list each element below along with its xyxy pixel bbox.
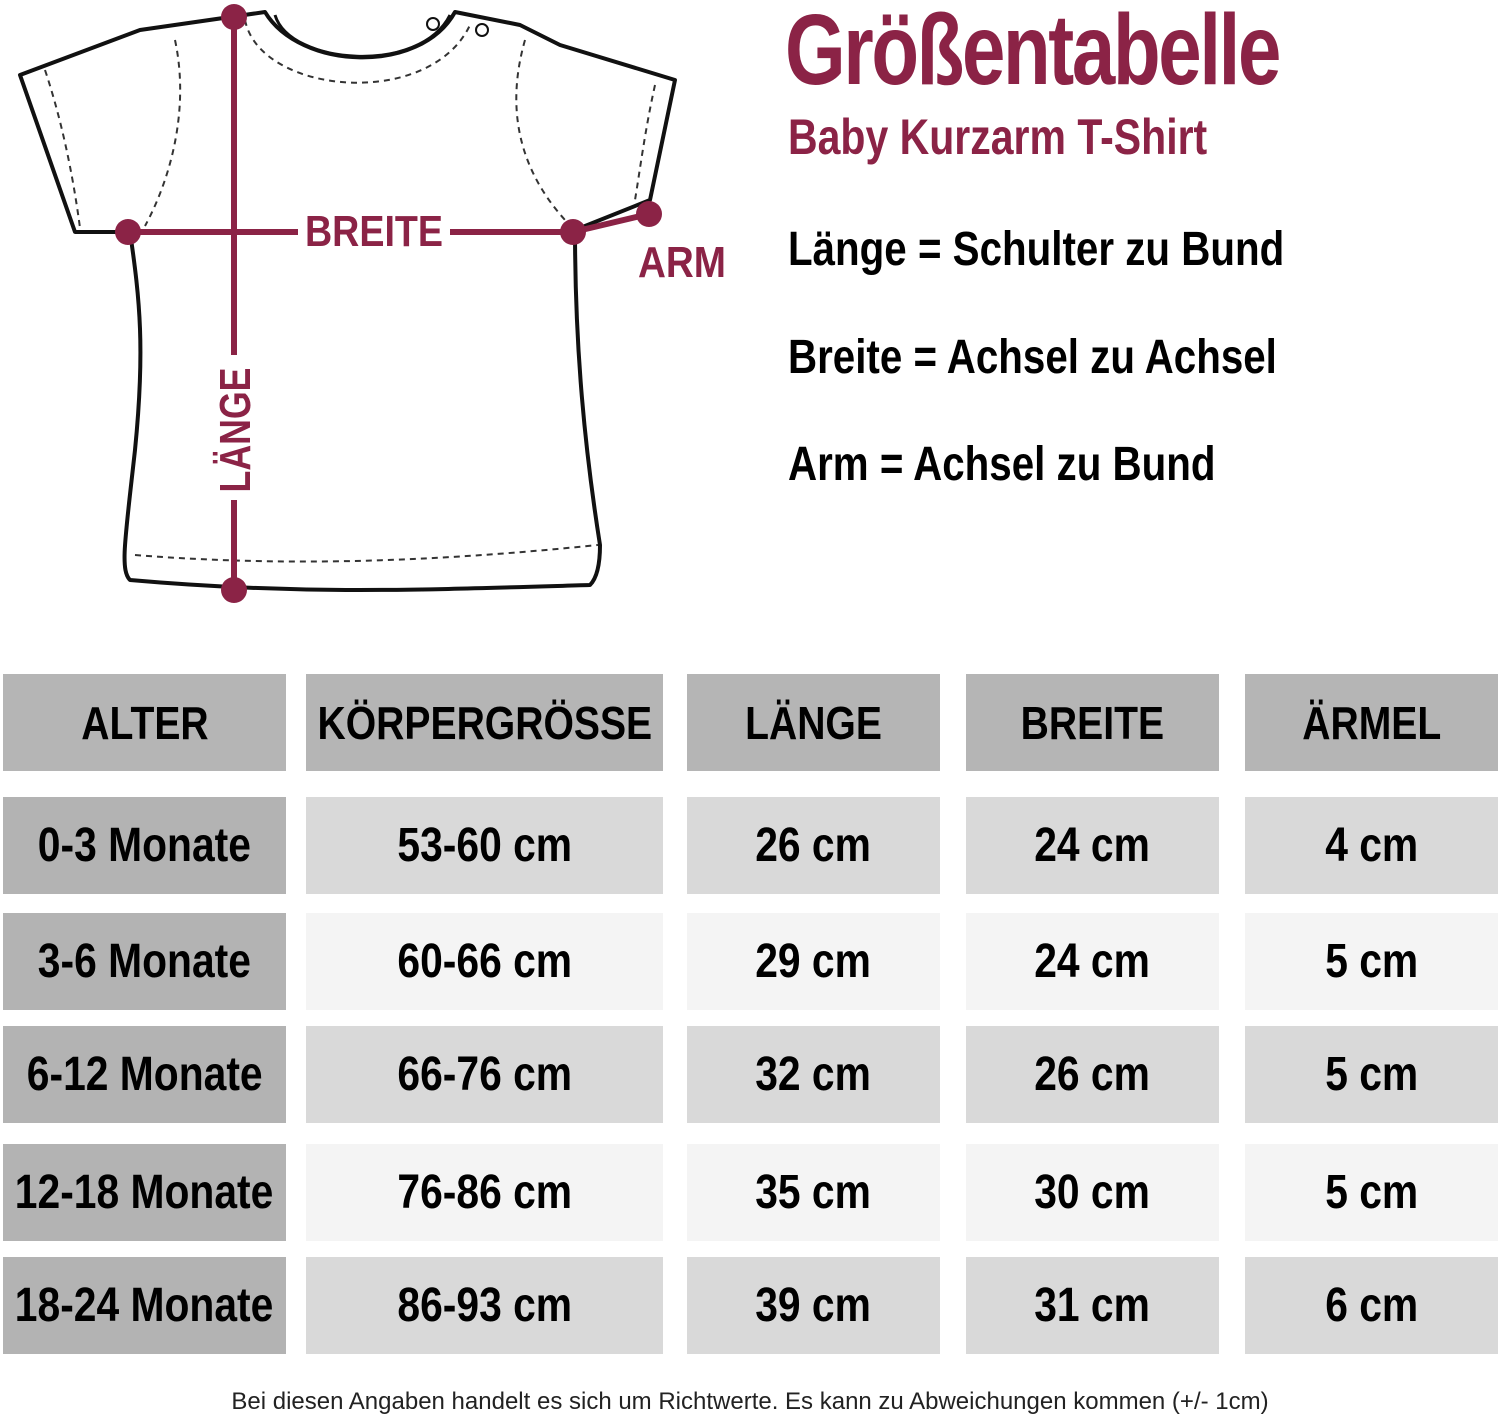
header-aermel: ÄRMEL [1245, 674, 1498, 771]
table-cell: 24 cm [966, 797, 1219, 894]
table-cell: 26 cm [687, 797, 940, 894]
table-cell-age: 6-12 Monate [3, 1026, 286, 1123]
header-koerpergroesse: KÖRPERGRÖSSE [306, 674, 663, 771]
table-cell: 66-76 cm [306, 1026, 663, 1123]
tshirt-outline [20, 12, 675, 590]
table-cell: 26 cm [966, 1026, 1219, 1123]
table-cell: 5 cm [1245, 1144, 1498, 1241]
table-cell: 5 cm [1245, 913, 1498, 1010]
measure-point-icon [560, 219, 586, 245]
page-subtitle: Baby Kurzarm T-Shirt [788, 109, 1208, 165]
button-icon [427, 18, 439, 30]
table-cell-age: 18-24 Monate [3, 1257, 286, 1354]
table-cell: 31 cm [966, 1257, 1219, 1354]
header-alter: ALTER [3, 674, 286, 771]
table-cell-age: 3-6 Monate [3, 913, 286, 1010]
table-cell: 32 cm [687, 1026, 940, 1123]
tshirt-measurement-diagram [0, 0, 760, 620]
header-breite: BREITE [966, 674, 1219, 771]
table-cell: 39 cm [687, 1257, 940, 1354]
measure-point-icon [221, 577, 247, 603]
label-breite: BREITE [305, 207, 443, 256]
table-cell-age: 12-18 Monate [3, 1144, 286, 1241]
table-cell-age: 0-3 Monate [3, 797, 286, 894]
table-cell: 6 cm [1245, 1257, 1498, 1354]
table-cell: 29 cm [687, 913, 940, 1010]
table-cell: 30 cm [966, 1144, 1219, 1241]
footnote: Bei diesen Angaben handelt es sich um Richtwerte. Es kann zu Abweichungen kommen (+/- 1cm) [231, 1388, 1269, 1415]
page-title: Größentabelle [785, 0, 1280, 106]
table-cell: 35 cm [687, 1144, 940, 1241]
measure-point-icon [221, 4, 247, 30]
label-laenge: LÄNGE [211, 338, 260, 493]
table-cell: 86-93 cm [306, 1257, 663, 1354]
measure-point-icon [636, 201, 662, 227]
definition-arm: Arm = Achsel zu Bund [788, 438, 1216, 491]
table-cell: 4 cm [1245, 797, 1498, 894]
table-cell: 24 cm [966, 913, 1219, 1010]
definition-laenge: Länge = Schulter zu Bund [788, 223, 1285, 276]
table-cell: 60-66 cm [306, 913, 663, 1010]
measure-point-icon [115, 219, 141, 245]
table-cell: 5 cm [1245, 1026, 1498, 1123]
table-cell: 53-60 cm [306, 797, 663, 894]
header-laenge: LÄNGE [687, 674, 940, 771]
label-arm: ARM [638, 238, 726, 287]
table-cell: 76-86 cm [306, 1144, 663, 1241]
definition-breite: Breite = Achsel zu Achsel [788, 331, 1277, 384]
